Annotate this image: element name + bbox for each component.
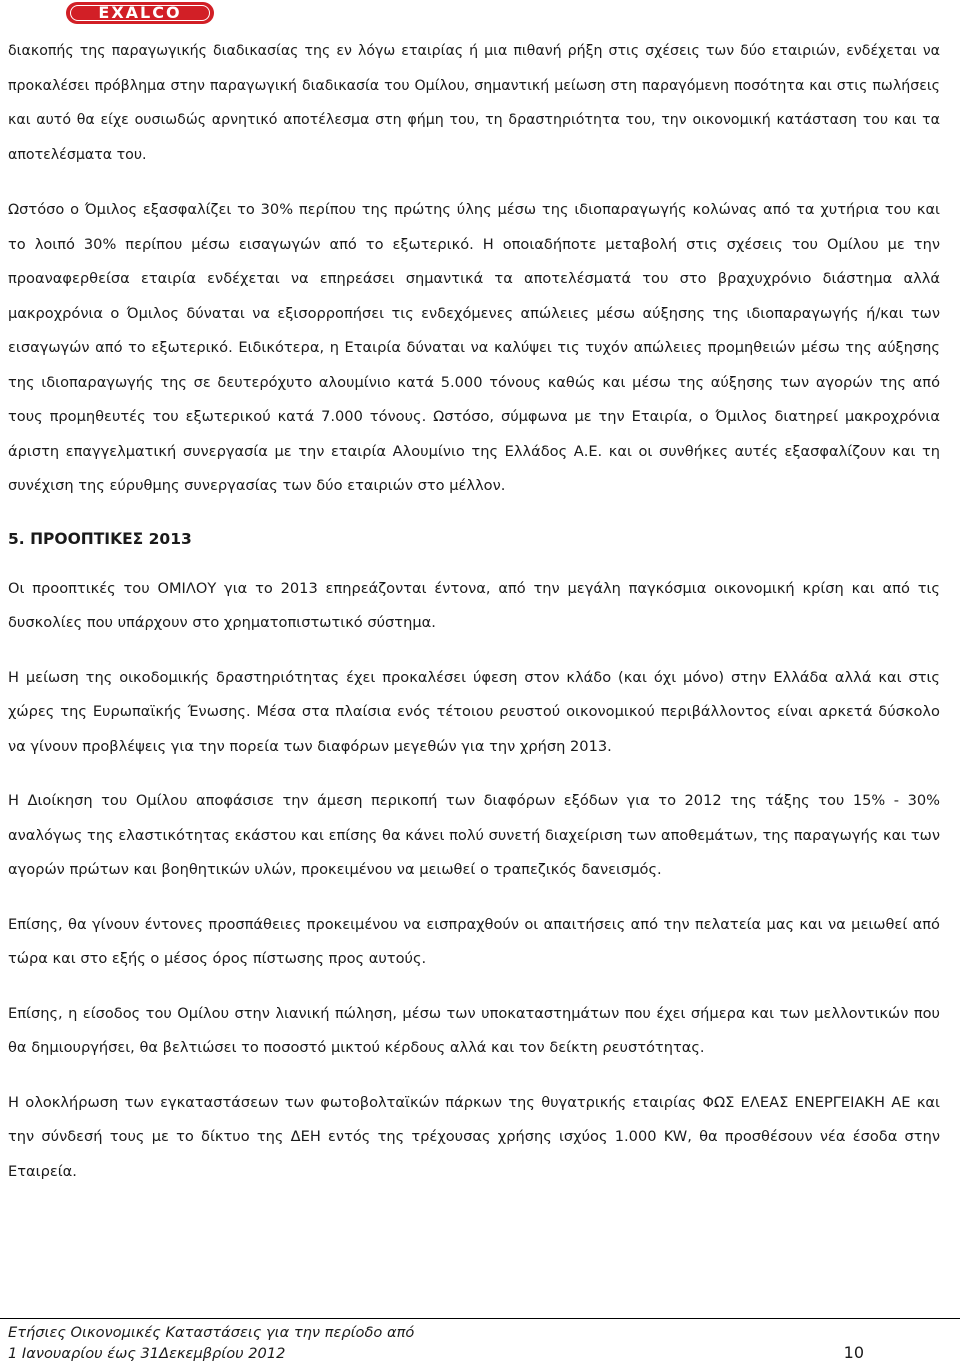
section-heading: 5. ΠΡΟΟΠΤΙΚΕΣ 2013 bbox=[8, 529, 192, 548]
paragraph-receivables: Επίσης, θα γίνουν έντονες προσπάθειες προκειμένου να εισπραχθούν οι απαιτήσεις από την πελατεία μας και να μειωθεί από τώρα και στο εξής ο μέσος όρος πίστωσης προς αυτούς. bbox=[8, 915, 940, 967]
paragraph-cost-cuts: Η Διοίκηση του Ομίλου αποφάσισε την άμεση περικοπή των διαφόρων εξόδων για το 2012 της τάξης του 15% - 30% αναλόγως της ελαστικότητας εκάστου και επίσης θα κάνει πολύ συνετή διαχείριση των αποθεμάτων, της παραγωγής και των αγορών πρώτων και βοηθητικών υλών, προκειμένου να μειωθεί ο τραπεζικός δανεισμός. bbox=[8, 792, 940, 878]
paragraph-photovoltaics: Η ολοκλήρωση των εγκαταστάσεων των φωτοβολταϊκών πάρκων της θυγατρικής εταιρίας ΦΩΣ ΕΛΕΑΣ ΕΝΕΡΓΕΙΑΚΗ ΑΕ και την σύνδεσή τους με το δίκτυο της ΔΕΗ εντός της τρέχουσας χρήσης ισχύος 1.000 KW, θα προσθέσουν νέα έσοδα στην Εταιρεία. bbox=[8, 1093, 940, 1180]
paragraph-self-production: Ωστόσο ο Όμιλος εξασφαλίζει το 30% περίπου της πρώτης ύλης μέσω της ιδιοπαραγωγής κολώνας από τα χυτήρια του και το λοιπό 30% περίπου μέσω εισαγωγών από το εξωτερικό. Η οποιαδήποτε μεταβολή στις σχέσεις του Ομίλου με την προαναφερθείσα εταιρία ενδέχεται να επηρεάσει σημαντικά τα αποτελέσματά του στο βραχυχρόνιο διάστημα αλλά μακροχρόνια ο Όμιλος δύναται να εξισορροπήσει τις ενδεχόμενες απώλειες μέσω αύξησης της ιδιοπαραγωγής ή/και των εισαγωγών από το εξωτερικό. Ειδικότερα, η Εταιρία δύναται να καλύψει τις τυχόν απώλειες προμηθειών μέσω της αύξησης της ιδιοπαραγωγής της σε δευτερόχυτο αλουμίνιο κατά 5.000 τόνους καθώς και μέσω της αύξησης των αγορών της από τους προμηθευτές του εξωτερικού κατά 7.000 τόνους. Ωστόσο, σύμφωνα με την Εταιρία, ο Όμιλος διατηρεί μακροχρόνια άριστη επαγγελματική συνεργασία με την εταιρία Αλουμίνιο της Ελλάδος Α.Ε. και οι συνθήκες αυτές εξασφαλίζουν και τη συνέχιση της εύρυθμης συνεργασίας των δύο εταιριών στο μέλλον. bbox=[8, 201, 940, 494]
logo-text: EXALCO bbox=[98, 3, 182, 22]
paragraph-prospects: Οι προοπτικές του ΟΜΙΛΟΥ για το 2013 επηρεάζονται έντονα, από την μεγάλη παγκόσμια οικονομική κρίση και από τις δυσκολίες που υπάρχουν στο χρηματοπιστωτικό σύστημα. bbox=[8, 579, 940, 631]
paragraph-retail: Επίσης, η είσοδος του Ομίλου στην λιανική πώληση, μέσω των υποκαταστημάτων που έχει σήμερα και των μελλοντικών που θα δημιουργήσει, θα βελτιώσει το ποσοστό μικτού κέρδους αλλά και τον δείκτη ρευστότητας. bbox=[8, 1004, 940, 1056]
document-body bbox=[8, 34, 940, 1189]
paragraph-construction-decline: Η μείωση της οικοδομικής δραστηριότητας έχει προκαλέσει ύφεση στον κλάδο (και όχι μόνο) στην Ελλάδα αλλά και στις χώρες της Ευρωπαϊκής Ένωσης. Μέσα στα πλαίσια ενός τέτοιου ρευστού οικονομικού περιβάλλοντος είναι αρκετά δύσκολο να γίνουν προβλέψεις για την πορεία των διαφόρων μεγεθών για την χρήση 2013. bbox=[8, 668, 940, 755]
page-number: 10 bbox=[843, 1343, 864, 1362]
exalco-logo bbox=[66, 2, 214, 24]
paragraph-supply-risk: διακοπής της παραγωγικής διαδικασίας της εν λόγω εταιρίας ή μια πιθανή ρήξη στις σχέσεις των δύο εταιριών, ενδέχεται να προκαλέσει πρόβλημα στην παραγωγική διαδικασία του Ομίλου, σημαντική μείωση στη παραγόμενη ποσότητα και στις πωλήσεις και αυτό θα είχε ουσιωδώς αρνητικό αποτέλεσμα στη φήμη του, τη δραστηριότητα του, την οικονομική κατάσταση του και τα αποτελέσματα του. bbox=[8, 43, 940, 163]
footer-line-1: Ετήσιες Οικονομικές Καταστάσεις για την περίοδο από bbox=[8, 1324, 415, 1341]
footer-line-2: 1 Ιανουαρίου έως 31Δεκεμβρίου 2012 bbox=[8, 1345, 286, 1362]
footer-divider bbox=[0, 1318, 960, 1319]
footer bbox=[8, 1322, 938, 1364]
